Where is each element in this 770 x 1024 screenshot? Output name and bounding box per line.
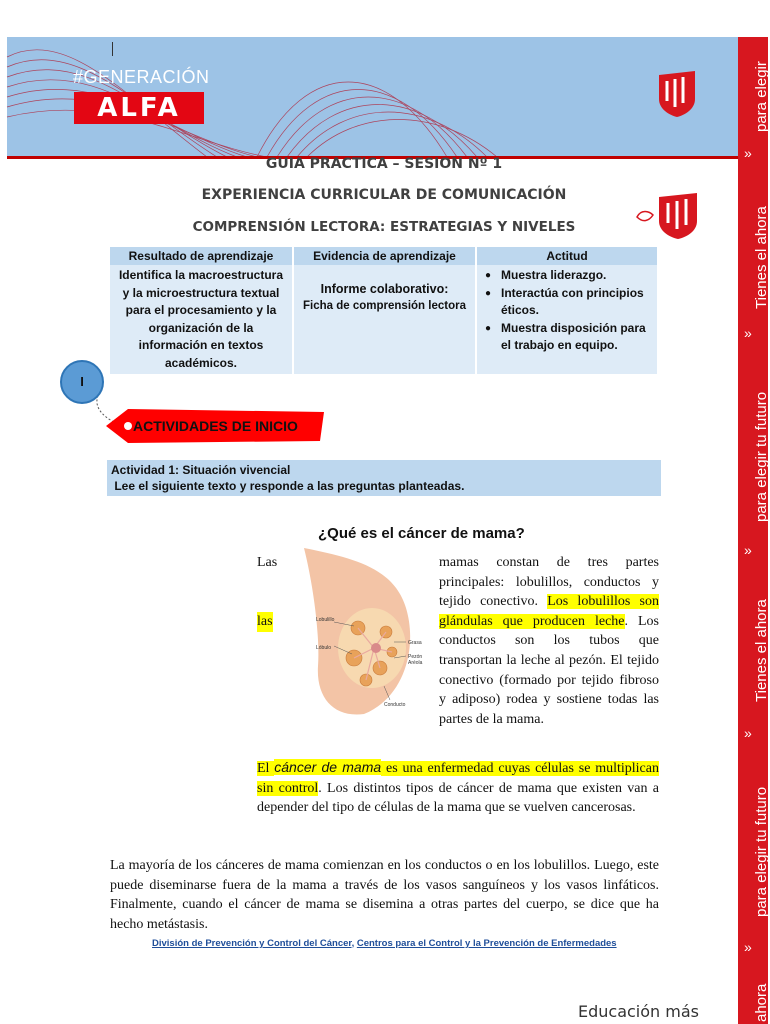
- chevron-double-icon: »: [744, 542, 752, 558]
- highlight: Los lobulillos son glándulas que producen leche: [439, 594, 659, 629]
- chevron-double-icon: »: [744, 325, 752, 341]
- paragraph-anatomy: mamas constan de tres partes principales: lobulillos, conductos y tejido conectivo. Los lobulillos son glándulas que producen leche. Los conductos son los tubos que transportan la leche al pezón. El tejido conectivo (formado por tejido fibroso y adiposo) rodea y sostiene todas las partes de la mama.: [439, 555, 659, 727]
- competency-table: [110, 247, 659, 374]
- list-item: ● Muestra liderazgo.: [483, 267, 651, 285]
- paragraph-definition: El cáncer de mama es una enfermedad cuyas células se multiplican sin control. Los distintos tipos de cáncer de mama que existen van a depender del tipo de células de la mama que se vuelven cancerosas.: [257, 759, 659, 816]
- header-evidencia: Evidencia de aprendizaje: [293, 247, 476, 265]
- source-link-division[interactable]: División de Prevención y Control del Cáncer: [152, 938, 352, 949]
- activity-box: [107, 460, 661, 496]
- table-header-row: [110, 247, 658, 265]
- list-item: ● Muestra disposición para el trabajo en equipo.: [483, 320, 651, 355]
- actitud-list: [483, 267, 651, 355]
- chevron-double-icon: »: [744, 145, 752, 161]
- word-las-highlighted: las: [257, 612, 273, 632]
- topic-title: COMPRENSIÓN LECTORA: ESTRATEGIAS Y NIVELES: [192, 219, 576, 235]
- source-citation: División de Prevención y Control del Cáncer, Centros para el Control y la Prevención de Enfermedades: [152, 938, 617, 949]
- cell-resultado: Identifica la macroestructura y la microestructura textual para el procesamiento y la organización de la información en textos académicos.: [110, 265, 293, 374]
- section-circle-marker: I: [60, 360, 104, 404]
- right-sidebar: para elegir » Tienes el ahora » para elegir tu futuro » Tienes el ahora » para elegir tu futuro » ahora: [738, 37, 768, 1024]
- shield-logo-icon: [657, 71, 697, 117]
- alfa-logo: ALFA: [74, 92, 204, 124]
- guide-title: GUIA PRACTICA – SESION Nº 1: [265, 156, 503, 172]
- paragraph-metastasis: La mayoría de los cánceres de mama comienzan en los conductos o en los lobulillos. Luego, este puede diseminarse fuera de la mama a través de los vasos sanguíneos y los vasos linfáticos. Finalmente, cuando el cáncer de mama se disemina a otras partes del cuerpo, se dice que ha hecho metástasis.: [110, 858, 659, 932]
- evidencia-title: Informe colaborativo:: [320, 282, 449, 296]
- hashtag-text: #GENERACIÓN: [73, 67, 210, 87]
- breast-anatomy-illustration: [294, 548, 434, 716]
- article-title: ¿Qué es el cáncer de mama?: [318, 525, 525, 542]
- experience-title: EXPERIENCIA CURRICULAR DE COMUNICACIÓN: [201, 187, 567, 203]
- illus-label: Lobulillo: [316, 617, 335, 623]
- section-label: ACTIVIDADES DE INICIO: [133, 418, 298, 434]
- footer-slogan: Educación más: [578, 1002, 699, 1021]
- activity-instruction: Lee el siguiente texto y responde a las preguntas planteadas.: [111, 479, 465, 493]
- table-row: [110, 265, 658, 374]
- illus-label: Conducto: [384, 702, 406, 708]
- cell-actitud: [476, 265, 658, 374]
- evidencia-sub: Ficha de comprensión lectora: [303, 299, 466, 312]
- emphasis-term: cáncer de mama: [274, 759, 382, 775]
- word-las: Las: [257, 555, 278, 570]
- illus-label: Lóbulo: [316, 645, 332, 651]
- illus-label: Aréola: [408, 660, 423, 666]
- chevron-double-icon: »: [744, 939, 752, 955]
- source-link-cdc[interactable]: Centros para el Control y la Prevención de Enfermedades: [356, 938, 617, 949]
- illus-label: Grasa: [408, 640, 422, 646]
- activity-title: Actividad 1: Situación vivencial: [111, 463, 291, 477]
- chevron-double-icon: »: [744, 725, 752, 741]
- text-cursor: [112, 42, 113, 56]
- list-item: ● Interactúa con principios éticos.: [483, 285, 651, 320]
- shield-logo-small-icon: [635, 193, 701, 239]
- header-resultado: Resultado de aprendizaje: [110, 247, 293, 265]
- header-banner: [7, 37, 738, 157]
- header-actitud: Actitud: [476, 247, 658, 265]
- illus-label: Pezón: [408, 654, 423, 660]
- cell-evidencia: [293, 265, 476, 374]
